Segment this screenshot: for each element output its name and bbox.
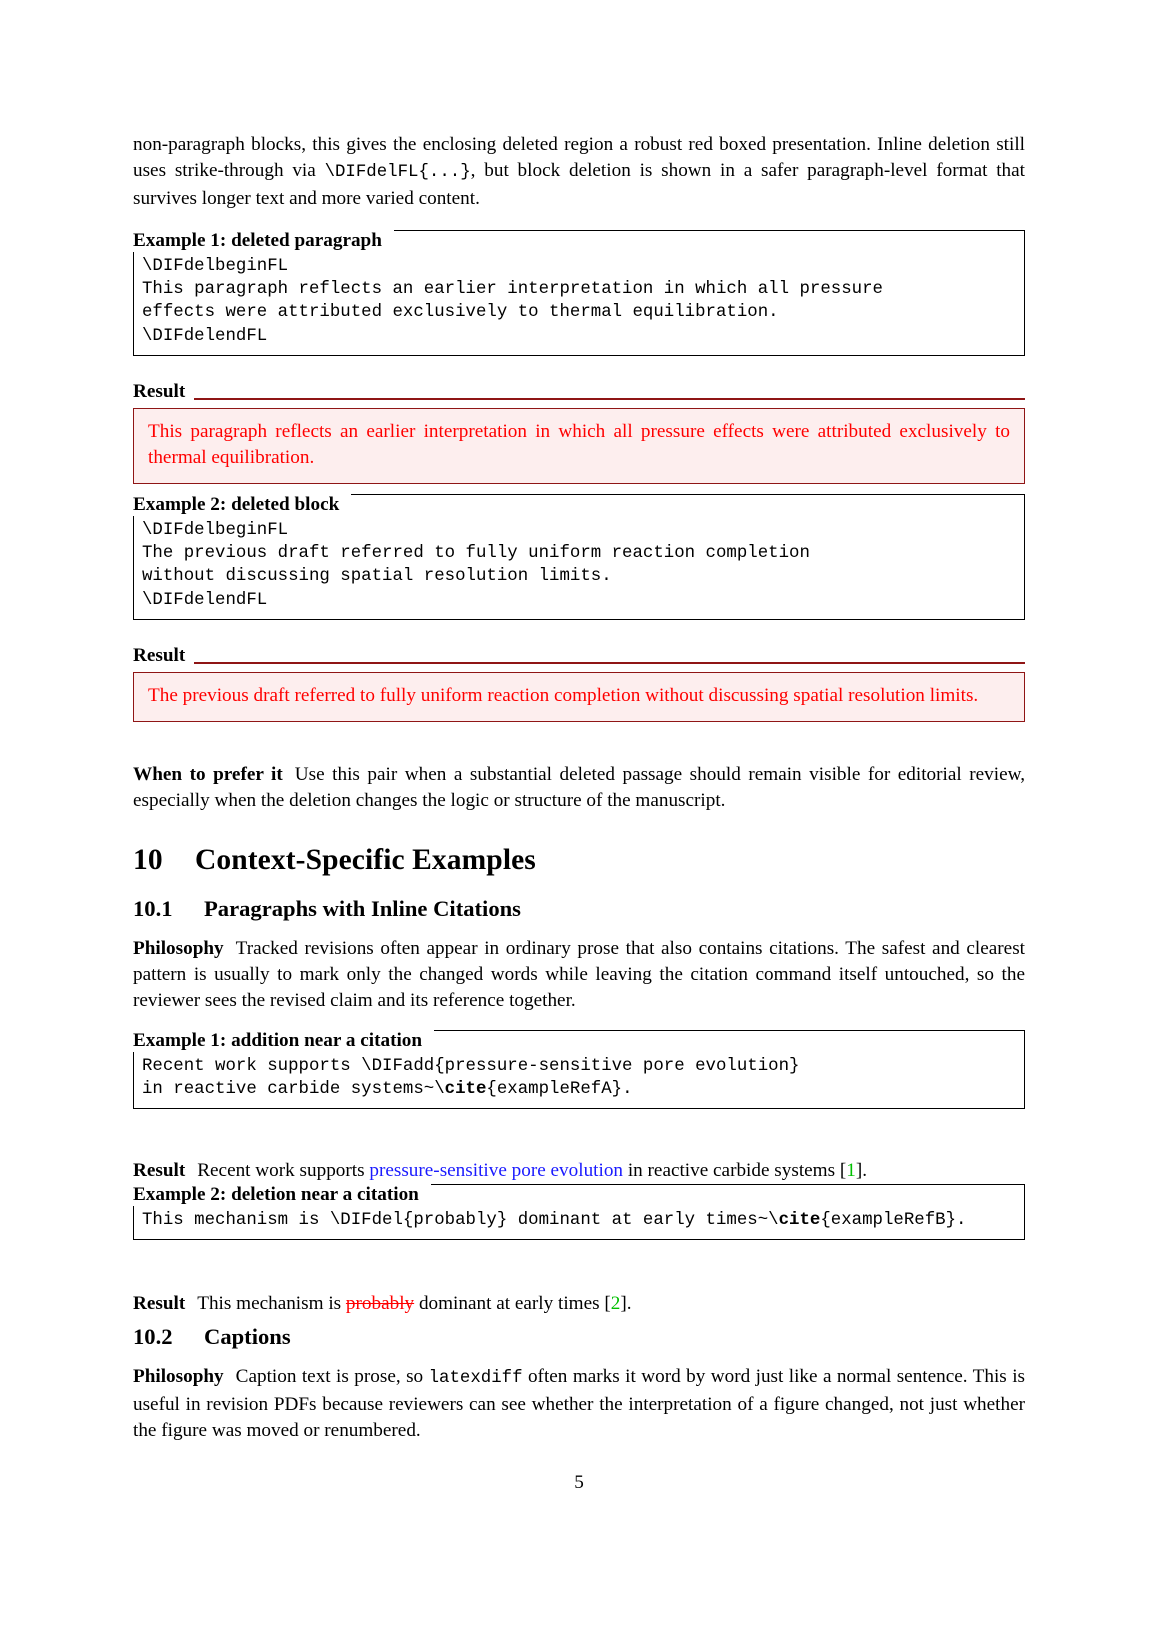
result-4-end: .	[626, 1293, 632, 1315]
result-1-label: Result	[133, 381, 194, 403]
result-1-text: This paragraph reflects an earlier interpretation in which all pressure effects were attributed exclusively to thermal equilibration.	[148, 421, 1010, 468]
example-deleted-block	[133, 494, 1025, 620]
result-3-label: Result	[133, 1160, 186, 1182]
code-segment: {exampleRefB}.	[820, 1211, 967, 1230]
when-to-prefer-paragraph	[133, 762, 1025, 814]
subsection-heading	[133, 896, 1025, 922]
intro-paragraph	[133, 132, 1025, 213]
philosophy-pre: Caption text is prose, so	[235, 1366, 429, 1387]
subsection-heading-10-2	[133, 1324, 1025, 1350]
code-segment-bold: cite	[778, 1211, 821, 1230]
result-4-label: Result	[133, 1293, 186, 1315]
intro-text-lead: non-paragraph blocks, this gives the enclosing deleted region a robust red boxed presentation. Inline deletion still uses strike-through via	[133, 134, 1025, 182]
citation-number: 2	[610, 1293, 621, 1315]
subsection-heading	[133, 1324, 1025, 1350]
code-line	[142, 1078, 1016, 1101]
code-line: effects were attributed exclusively to thermal equilibration.	[142, 303, 779, 323]
result-deleted-paragraph	[133, 381, 1025, 484]
code-line: \DIFdelbeginFL	[142, 257, 289, 276]
code-line: Recent work supports \DIFadd{pressure-sensitive pore evolution}	[142, 1057, 800, 1076]
result-3-mid: in reactive carbide systems	[623, 1160, 840, 1182]
result-deletion-line	[133, 1291, 1025, 1317]
subsection-title: Paragraphs with Inline Citations	[204, 896, 521, 921]
page-number: 5	[574, 1472, 584, 1493]
result-4-mid: dominant at early times	[414, 1293, 605, 1315]
code-segment: {exampleRefA}.	[486, 1080, 633, 1100]
philosophy-citations-block	[133, 936, 1025, 1015]
document-page	[133, 0, 1025, 1638]
section-title: Context-Specific Examples	[195, 844, 536, 876]
example-1-title: Example 1: deleted paragraph	[133, 230, 392, 252]
code-segment: in reactive carbide systems~\	[142, 1080, 445, 1100]
philosophy-citations-paragraph	[133, 936, 1025, 1015]
result-1-rule	[194, 398, 1025, 400]
philosophy-post: often marks it word by word just like a normal sentence. This is useful in revision PDFs because reviewers can see whether the interpretation of a figure changed, not just whether the figure was moved or renumbered.	[133, 1366, 1025, 1442]
when-to-prefer-block	[133, 762, 1025, 814]
section-number: 10	[133, 844, 163, 876]
result-3-pre: Recent work supports	[197, 1160, 370, 1182]
code-line: \DIFdelendFL	[142, 590, 268, 610]
result-3-added-text: pressure-sensitive pore evolution	[369, 1160, 624, 1182]
result-2-deleted-box	[133, 672, 1025, 722]
section-heading	[133, 844, 1025, 877]
code-segment: This mechanism is \DIFdel{probably} dominant at early times~\	[142, 1211, 779, 1230]
citation-bracket-close: ]	[620, 1293, 627, 1315]
code-segment-bold: cite	[444, 1080, 487, 1100]
citation-number: 1	[846, 1160, 856, 1182]
when-to-prefer-label: When to prefer it	[133, 764, 283, 785]
subsection-number: 10.1	[133, 896, 173, 921]
intro-text-tail: , but block deletion is shown in a safer paragraph-level format that survives longer text and more varied content.	[133, 160, 1025, 210]
result-2-label: Result	[133, 645, 194, 667]
citation-bracket-close: ]	[855, 1160, 863, 1182]
example-deletion-title: Example 2: deletion near a citation	[133, 1184, 429, 1206]
philosophy-label: Philosophy	[133, 938, 224, 959]
result-1-label-row	[133, 381, 1025, 403]
subsection-number: 10.2	[133, 1324, 173, 1349]
result-4-pre: This mechanism is	[197, 1293, 346, 1315]
result-deleted-block	[133, 645, 1025, 722]
philosophy-captions-paragraph	[133, 1364, 1025, 1445]
subsection-heading-10-1	[133, 896, 1025, 922]
philosophy-captions-block	[133, 1364, 1025, 1445]
result-3-end: .	[862, 1160, 868, 1182]
example-deleted-paragraph	[133, 230, 1025, 356]
citation-bracket-open: [	[604, 1293, 611, 1315]
code-line: This paragraph reflects an earlier interpretation in which all pressure	[142, 280, 883, 300]
citation-bracket-open: [	[839, 1160, 847, 1182]
philosophy-text: Tracked revisions often appear in ordinary prose that also contains citations. The safest and clearest pattern is usually to mark only the changed words while leaving the citation command itself untouched, so the reviewer sees the revised claim and its reference together.	[133, 938, 1025, 1012]
intro-inline-code: \DIFdelFL{...}	[324, 163, 471, 183]
section-heading-10	[133, 844, 1025, 877]
example-2-title: Example 2: deleted block	[133, 494, 349, 516]
when-to-prefer-text: Use this pair when a substantial deleted passage should remain visible for editorial review, especially when the deletion changes the logic or structure of the manuscript.	[133, 764, 1026, 812]
example-deletion-citation	[133, 1184, 1025, 1240]
result-2-rule	[194, 662, 1025, 664]
subsection-title: Captions	[204, 1324, 291, 1349]
result-2-text: The previous draft referred to fully uniform reaction completion without discussing spatial resolution limits.	[148, 685, 979, 706]
code-line: The previous draft referred to fully uniform reaction completion	[142, 544, 810, 564]
example-addition-title: Example 1: addition near a citation	[133, 1030, 432, 1052]
code-line: without discussing spatial resolution limits.	[142, 567, 612, 587]
code-line: \DIFdelendFL	[142, 326, 268, 346]
result-1-deleted-box	[133, 408, 1025, 484]
philosophy-label: Philosophy	[133, 1366, 224, 1387]
result-4-deleted-text: probably	[345, 1293, 415, 1315]
example-addition-citation	[133, 1030, 1025, 1109]
code-line	[142, 1209, 1016, 1232]
intro-paragraph-block	[133, 132, 1025, 213]
latexdiff-inline-code: latexdiff	[428, 1369, 523, 1388]
result-2-label-row	[133, 645, 1025, 667]
result-addition-line	[133, 1158, 1025, 1184]
code-line: \DIFdelbeginFL	[142, 521, 289, 540]
